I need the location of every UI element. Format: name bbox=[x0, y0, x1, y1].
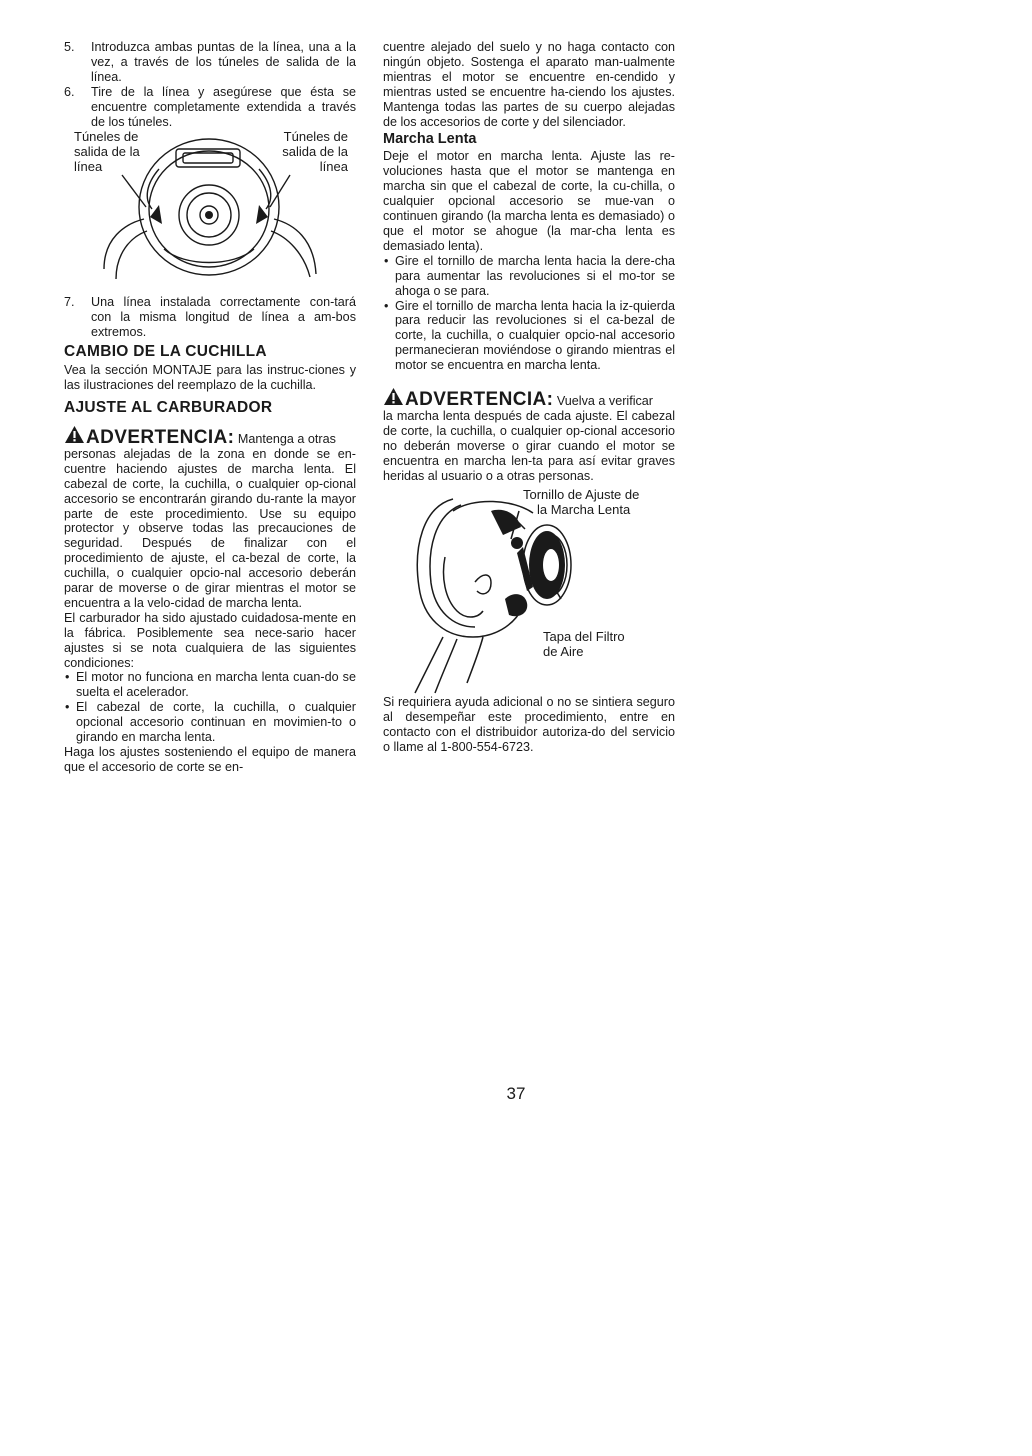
right-column bbox=[383, 40, 675, 755]
step-number: 6. bbox=[64, 84, 75, 99]
figure-label-right: Túneles de salida de la línea bbox=[282, 129, 348, 175]
bullet: • bbox=[65, 670, 70, 685]
section-heading-blade: CAMBIO DE LA CUCHILLA bbox=[64, 343, 267, 361]
page-number: 37 bbox=[506, 1084, 526, 1103]
warning-triangle-icon bbox=[383, 387, 404, 406]
blade-paragraph: Vea la sección MONTAJE para las instruc-ciones y las ilustraciones del reemplazo de la cuchilla. bbox=[64, 363, 356, 393]
warning-text: personas alejadas de la zona en donde se en-cuentre haciendo ajustes de marcha lenta. El cabezal de corte, la cuchilla, o cualquier op-cional accesorio se encontrarán girando du-rante la mayor parte de este procedimiento. Use su equipo protector y observe todas las precauciones de seguridad. Después de finalizar con el procedimiento de ajuste, el ca-bezal de corte, la cuchilla, o cualquier opcio-nal accesorio deberán parar de moverse o de girar mientras el motor se encuentra a la velo-cidad de marcha lenta. bbox=[64, 446, 356, 610]
trimmer-head-illustration bbox=[64, 129, 356, 287]
figure-label-left: Túneles de salida de la línea bbox=[74, 129, 140, 175]
warning-lead: Mantenga a otras bbox=[237, 431, 336, 446]
carburetor-illustration bbox=[383, 487, 675, 695]
step-text: Introduzca ambas puntas de la línea, una a la vez, a través de los túneles de salida de la línea. bbox=[91, 40, 356, 84]
step-text: Tire de la línea y asegúrese que ésta se encuentre completamente extendida a través de los túneles. bbox=[91, 84, 356, 129]
warning-title: ADVERTENCIA: bbox=[86, 426, 235, 448]
trimmer-head-figure bbox=[64, 129, 356, 287]
carburetor-paragraph: El carburador ha sido ajustado cuidadosa-mente en la fábrica. Posiblemente sea nece-sario hacer ajustes si se nota cualquiera de las siguientes condiciones: bbox=[64, 610, 356, 670]
section-heading-carburetor: AJUSTE AL CARBURADOR bbox=[64, 398, 273, 416]
figure-label-idle-screw: Tornillo de Ajuste de la Marcha Lenta bbox=[523, 487, 640, 518]
step-number: 5. bbox=[64, 40, 75, 54]
help-paragraph: Si requiriera ayuda adicional o no se sintiera seguro al desempeñar este procedimiento, entre en contacto con el distribuidor autoriza-do del servicio o llame al 1-800-554-6723. bbox=[383, 695, 675, 755]
list-item: • Gire el tornillo de marcha lenta hacia la iz-quierda para reducir las revoluciones si el ca-bezal de corte, la cuchilla, o cualquier opcio-nal accesorio permanecieran moviéndose o girando mientras el motor se encuentra en marcha lenta. bbox=[384, 298, 675, 373]
left-column bbox=[64, 40, 356, 775]
figure-label-air-filter: Tapa del Filtro de Aire bbox=[543, 629, 625, 660]
step-5 bbox=[64, 40, 356, 85]
list-item: • El cabezal de corte, la cuchilla, o cualquier opcional accesorio continuan en movimien-to o girando en marcha lenta. bbox=[65, 700, 356, 745]
list-item: • Gire el tornillo de marcha lenta hacia la dere-cha para aumentar las revoluciones si el mo-tor se ahoga o se para. bbox=[384, 253, 675, 298]
warning-heading bbox=[383, 387, 675, 409]
section-heading-idle: Marcha Lenta bbox=[383, 131, 477, 148]
carburetor-figure bbox=[383, 487, 675, 695]
list-item: • El motor no funciona en marcha lenta cuan-do se suelta el acelerador. bbox=[65, 670, 356, 700]
idle-paragraph: Deje el motor en marcha lenta. Ajuste las re-voluciones hasta que el motor se mantenga en marcha sin que el cabezal de corte, la cu-chilla, o cualquier opcional accesorio se mue-van o continuen girando (la marcha lenta es demasiado) o que el motor se ahogue (la mar-cha lenta es demasiado lenta). bbox=[383, 149, 675, 253]
continued-paragraph: cuentre alejado del suelo y no haga contacto con ningún objeto. Sostenga el aparato man-ualmente mientras el motor se encuentre en-cendido y mientras usted se encuentre ha-ciendo los ajustes. Mantenga todas las partes de su cuerpo alejadas de los accesorios de corte y del silenciador. bbox=[383, 40, 675, 129]
warning-triangle-icon bbox=[64, 425, 85, 444]
carburetor-paragraph-2: Haga los ajustes sosteniendo el equipo de manera que el accesorio de corte se en- bbox=[64, 745, 356, 774]
step-7 bbox=[64, 295, 356, 340]
step-6 bbox=[64, 85, 356, 130]
warning-heading bbox=[64, 425, 356, 447]
step-number: 7. bbox=[64, 295, 75, 310]
warning-lead: Vuelva a verificar bbox=[556, 394, 653, 409]
step-text: Una línea instalada correctamente con-tará con la misma longitud de línea a am-bos extremos. bbox=[91, 295, 356, 340]
warning-block-2 bbox=[383, 387, 675, 483]
warning-title: ADVERTENCIA: bbox=[405, 389, 554, 411]
bullet: • bbox=[384, 253, 389, 268]
warning-text: la marcha lenta después de cada ajuste. El cabezal de corte, la cuchilla, o cualquier op-cional accesorio no deberán moverse o girar cuando el motor se encuentra en marcha len-ta para así evitar graves heridas al usuario o a otras personas. bbox=[383, 408, 675, 483]
bullet: • bbox=[65, 700, 70, 715]
bullet: • bbox=[384, 298, 389, 313]
warning-block-1 bbox=[64, 425, 356, 611]
